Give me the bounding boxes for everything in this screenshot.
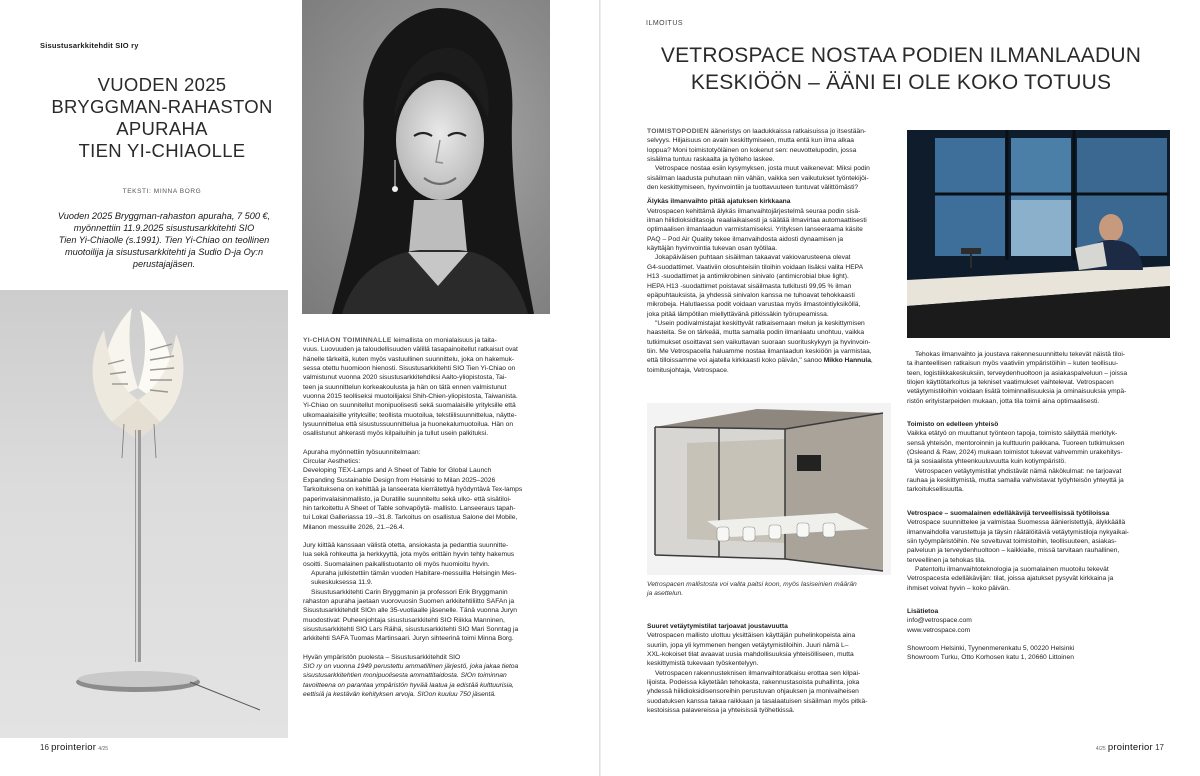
body-line: lysuunnittelua että sisustussuunnittelua ja huonekalumuotoilua. Hän on [303,421,514,429]
body-line: Yi-Chiao on suunnitellut monipuolisesti sekä suomalaisille yrityksille että [303,402,516,410]
article-body [303,336,561,699]
body-line: rauhaa ja keskittymistä, mutta samalla vahvistavat työyhteisön yhteyttä ja [907,477,1124,485]
body-line: Developing TEX-Lamps and A Sheet of Table for Global Launch [303,467,492,475]
magazine-title: prointerior [51,742,97,753]
body-line: teen ja suunnittelun korkeakoulusta ja hän on tätä ennen valmistunut [303,383,507,391]
right-page [600,0,1200,776]
showroom-line: Showroom Helsinki, Tyynenmerenkatu 5, 00220 Helsinki [907,644,1075,652]
body-line: ulkomaalaisille yrityksille; teollista muotoilua, tekstiilisuunnittelua, näytte- [303,411,517,419]
body-line: paperinvalaisinmallisto, ja Duratille suunniteltu sekä ulko- että sisätiloi- [303,495,512,503]
body-line: hänelle tärkeitä, kuten myös vastuullinen suunnittelu, joka on hakemuk- [303,355,515,363]
body-line: vetäytymistiloihin voidaan lisätä toiminnallisuuksia ja ominaisuuksia ympä- [907,388,1127,396]
lamp-illustration [0,290,288,738]
body-line: käyttäjän hyvinvointia tukevan osan työtilaa. [647,245,778,253]
portrait-illustration [302,0,550,314]
byline: TEKSTI: MINNA BORG [122,188,202,195]
page-number: 16 [40,743,49,752]
body-line: sensä yhteisön, mentoroinnin ja kulttuurin paikkana. Tuoreen tutkimuksen [907,439,1125,447]
body-line: tilojen käyttötarkoitus ja tekniset vaatimukset vaihtelevat. Vetrospacen [907,379,1114,387]
body-line: "Usein podivalmistajat keskittyvät ratkaisemaan melun ja keskittymisen [655,319,865,327]
body-line-italic: tavoitteena on parantaa ympäristön hyvää laatua ja edistää kulttuurisia, [303,681,514,689]
body-line: suodatuksen kanssa takaa raikkaan ja tasalaatuisen sisäilman myös pitkä- [647,697,868,705]
body-line: muodostivat: Puheenjohtaja sisustusarkkitehti SIO Riikka Manninen, [303,616,505,624]
body-line: Sisustusarkkitehdit SIOn alle 35-vuotiaalle jäsenelle. Tänä vuonna Juryn [303,607,517,615]
body-line: vuonna 2015 teolliseksi muotoilijaksi Shih-Chien-yliopistosta, Taiwanista. [303,393,518,401]
body-line: siin työympäristöihin. Ne soveltuvat toimistoihin, teollisuuteen, asiakas- [907,537,1117,545]
body-line: terveellinen ja tehokas tila. [907,556,986,564]
body-line: yhdessä hiilidioksidisensoreihin perustuvan ohjauksen ja monivaiheisen [647,688,859,696]
lead-line: Vuoden 2025 Bryggman-rahaston apuraha, 7 500 €, [57,211,271,221]
body-line: tiin. Me Vetrospacella haluamme nostaa ilmanlaadun keskiöön ja varmistaa, [647,347,872,355]
body-line: lua sekä rohkeutta ja herkkyyttä, jota myös erittäin hyvin tehty hakemus [303,551,515,559]
body-line: sisäilman laadusta puhutaan niin vähän, vaikka sen vaikutukset työntekijöi- [647,174,869,182]
body-line: den keskittymiseen, hyvinvointiin ja tuottavuuteen tuntuvat välittömästi? [647,184,859,192]
body-line: arkkitehti SAFA Tuomas Martinsaari. Juryn sihteerinä toimi Minna Borg. [303,635,514,643]
caption-line: Vetrospacen mallistosta voi valita paitsi koon, myös lasiseinien määrän [647,581,857,588]
body-line: epäpuhtauksista, ja yhdessä sinivalon kanssa ne tuhoavat tehokkaasti [647,291,855,299]
body-line-italic: eettisiä ja kestävän kehityksen arvoja. SIOon kuuluu 750 jäsentä. [303,691,496,699]
headline-line: VUODEN 2025 [97,74,227,95]
body-lead-caps: TOIMISTOPODIEN [647,128,709,135]
body-line: Expanding Sustainable Design from Helsinki to Milan 2025–2026 [303,476,496,484]
body-line: Vetrospace suunnittelee ja valmistaa Suomessa äänieristettyjä, älykkäällä [907,519,1126,527]
body-line: Circular Aesthetics: [303,458,361,466]
page-number: 17 [1155,743,1164,752]
showroom-line: Showroom Turku, Otto Korhosen katu 1, 20660 Littoinen [907,654,1074,662]
body-line: sessa otettu huomioon hienosti. Sisustusarkkitehti SIO Tien Yi-Chiao on [303,365,516,373]
email-link[interactable]: info@vetrospace.com [907,617,972,625]
body-line: ääneristys on laadukkaissa ratkaisuissa jo itsestään- [710,128,867,135]
body-line-italic: SIO ry on vuonna 1949 perustettu ammatillinen järjestö, joka jakaa tietoa [303,663,519,670]
body-line: Vaikka etätyö on muuttanut työnteon tapoja, toimisto säilyttää merkityk- [907,430,1118,438]
article-headline [636,42,1166,96]
headline-line: BRYGGMAN-RAHASTON [51,96,273,117]
body-line: osoitti. Suomalainen paikallistuotanto oli myös huomioitu hyvin. [303,560,490,568]
headline-line: KESKIÖÖN – ÄÄNI EI OLE KOKO TOTUUS [690,71,1112,94]
section-label: Sisustusarkkitehdit SIO ry [40,41,139,50]
body-line: PAQ – Pod Air Quality tekee ilmanvaihdosta aidosti dynaamisen ja [647,235,844,243]
page-folio-left [40,742,108,753]
body-line: Patentoitu ilmanvaihtoteknologia ja suomalainen muotoilu tekevät [915,565,1109,573]
body-line: suuriin, jopa yli kymmenen hengen vetäytymistiloihin. Juuri nämä L– [647,641,849,649]
quote-name: Mikko Hannula [823,357,871,365]
body-line: XXL-kokoiset tilat avaavat uusia mahdollisuuksia yhteisölliseen, mutta [647,651,854,659]
caption-line: ja asettelun. [647,590,684,598]
info-heading: Lisätietoa [907,607,939,615]
body-line: ta ihanteellisen ratkaisun myös vaativiin ympäristöihin – kuten teollisuu- [907,360,1119,368]
headline-line: TIEN YI-CHIAOLLE [78,140,246,161]
body-line: optimaalisen ilmanlaadun varmistamiseksi. Yrityksen lanseeraama käsite [647,226,863,234]
body-line: keskittymistä tukevaan työskentelyyn. [647,660,759,668]
body-line: HEPA H13 -suodattimet poistavat sisäilmasta tutkitusti 99,95 % ilman [647,282,852,290]
body-line: tutkimukset osoittavat sen vaikuttavan suoraan suorituskykyyn ja hyvinvoin- [647,338,871,346]
body-line: ilmanvaihdolla varustettuja ja täysin räätälöitäviä vetäytymistiloja nykyaikai- [907,528,1129,536]
body-line: Milanon messuille 2026, 21.–26.4. [303,523,405,531]
body-line: Apuraha julkistettiin tämän vuoden Habitare-messuilla Helsingin Mes- [311,569,517,577]
body-line: että tilloissamme voi ajatella kirkkaasti koko päivän," sanoo [647,357,822,365]
body-line: ihmiset voivat hyvin – koko päivän. [907,584,1010,592]
lamp-photo [0,290,288,738]
body-line: Sisustusarkkitehti Carin Bryggmanin ja professori Erik Bryggmanin [311,588,508,596]
body-line: Tehokas ilmanvaihto ja joustava rakennesuunnittelu tekevät näistä tiloi- [915,351,1126,358]
body-line: tui Lokal Galleriassa 19.–31.8. Tarkoitus on osallistua Salone del Mobile, [303,514,518,522]
subheading: Toimisto on edelleen yhteisö [907,421,999,429]
lead-line: perustajajäsen. [132,259,196,269]
body-line: sukeskuksessa 11.9. [311,579,373,587]
body-line: leimallista on monialaisuus ja taita- [393,337,497,344]
body-line: Vetrospacesta edelläkävijän: tilat, joissa ajatukset pysyvät kirkkaina ja [907,575,1114,583]
headline-line: APURAHA [116,118,208,139]
body-line: mikrobeja. Halutlaessa podit voidaan varustaa myös ilmastointiyksiköllä, [647,301,861,309]
article-body-column-1: TOIMISTOPODIEN ääneristys on laadukkaissa ratkaisuissa jo itsestään- selvyys. Hiljaisuus on avain keskittymiseen, mutta entä kun ilma alkaa loppua? Moni toimistotyöläinen on kokenut sen: neuvottelupodin, jossa sisäilma tuntuu raskaalta ja työteho laskee. Vetrospace nostaa esiin kysymyksen, josta muut vaikenevat: Miksi podin sisäilman laadusta puhutaan niin vähän, vaikka sen vaikutukset työntekijöi- den keskittymiseen, hyvinvointiin ja tuottavuuteen tuntuvat välittömästi? Älykäs ilmanvaihto pitää ajatuksen kirkkaana Vetrospacen kehittämä älykäs ilmanvaihtojärjestelmä seuraa podin sisä- ilman hiilidioksiditasoja reaaliaikaisesti ja säätää ilmavirtaa automaattisesti optimaalisen ilmanlaadun varmistamiseksi. Yrityksen lanseeraama käsite PAQ – Pod Air Quality tekee ilmanvaihdosta aidosti dynaamisen ja käyttäjän hyvinvointia tukevan osan työtilaa. Jokapäiväisen puhtaan sisäilman takaavat vakiovarusteena olevat G4-suodattimet. Vaativiin olosuhteisiin tiloihin voidaan lisäksi valita HEPA H13 -suodattimet ja antimikrobinen sinivalo (antimicrobial blue light). HEPA H13 -suodattimet poistavat sisäilmasta tutkitusti 99,95 % ilman epäpuhtauksista, ja yhdessä sinivalon kanssa ne tuhoavat tehokkaasti mikrobeja. Halutlaessa podit voidaan varustaa myös ilmastointiyksiköllä, joka pitää lämpötilan miellyttävänä pitkissäkin työrupeamissa. "Usein podivalmistajat keskittyvät ratkaisemaan melun ja keskittymisen haasteita. Se on tärkeää, mutta samalla podin ilmanlaatu unohtuu, vaikka tutkimukset osoittavat sen vaikuttavan suoraan suorituskykyyn ja hyvinvoin- tiin. Me Vetrospacella haluamme nostaa ilmanlaadun keskiöön ja varmistaa, että tilloissamme voi ajatella kirkkaasti koko päivän," sanoo Mikko Hannula, toimitusjohtaja, Vetrospace. [647,127,895,375]
issue-number: 4/25 [98,746,109,752]
lead-line: muotoilija ja sisustusarkkitehti ja Sudio D-ja Oy:n [64,247,264,257]
body-line: palveluun ja terveydenhuoltoon – kaikkialle, missä tarvitaan rauhallinen, [907,547,1120,555]
body-lead-caps: YI-CHIAON TOIMINNALLE [303,337,392,344]
body-line: H13 -suodattimet ja antimikrobinen sinivalo (antimicrobial blue light). [647,273,849,281]
body-line: sisäilma tuntuu raskaalta ja työteho laskee. [647,156,775,164]
subheading: Älykäs ilmanvaihto pitää ajatuksen kirkkaana [647,198,791,206]
body-line: G4-suodattimet. Vaativiin olosuhteisiin tiloihin voidaan lisäksi valita HEPA [647,263,864,271]
body-line: haasteita. Se on tärkeää, mutta samalla podin ilmanlaatu unohtuu, vaikka [647,329,865,337]
body-line: Vetrospacen kehittämä älykäs ilmanvaihtojärjestelmä seuraa podin sisä- [647,207,861,215]
body-line: tarkoituksellisuutta. [907,486,964,494]
body-line: (Osleand & Raw, 2024) mukaan toimistot tukevat vahvemmin urakehitys- [907,449,1123,457]
body-line: Vetrospacen rakennusteknisen ilmanvaihtoratkaisu erottaa sen kilpai- [655,669,861,677]
headline-line: VETROSPACE NOSTAA PODIEN ILMANLAADUN [660,44,1142,67]
body-line: lijoista. Podeissa käytetään tehokasta, rakennustasoista puhallinta, joka [647,679,860,687]
subheading: Suuret vetäytymistilat tarjoavat joustavuutta [647,623,788,630]
pod-photo [647,403,891,575]
body-line: valmistunut vuonna 2020 sisustusarkkitehdiksi Aalto-yliopistosta, Tai- [303,374,507,382]
body-line: Vetrospacen mallisto ulottuu yksittäisen käyttäjän puhelinkopeista aina [647,632,856,640]
office-photo [907,130,1170,338]
body-line: ilman hiilidioksiditasoja reaaliaikaisesti ja säätää ilmavirtaa automaattisesti [647,217,867,225]
body-line: loppua? Moni toimistotyöläinen on kokenut sen: neuvottelupodin, jossa [647,146,857,154]
body-line: Hyvän ympäristön puolesta – Sisustusarkkitehdit SIO [303,653,461,661]
magazine-title: prointerior [1107,742,1153,753]
article-body-column-2 [907,350,1171,663]
body-line: sisustusarkkitehti SIO Lars Räihä, sisustusarkkitehti SIO Mari Sonntag ja [303,625,519,633]
body-line: tä ja sosiaalista yhteenkuuluvuutta kuin kotiympäristö. [907,458,1067,466]
body-line: rahaston apuraha jaetaan vuorovuosin Suomen arkkitehtiliitto SAFAn ja [303,597,515,605]
photo-caption [647,580,883,599]
body-line: selvyys. Hiljaisuus on avain keskittymiseen, mutta entä kun ilma alkaa [647,137,855,145]
pod-illustration [647,403,891,575]
article-headline [36,74,288,162]
body-line: kestoisissa palavereissa ja yhteisissä työhetkissä. [647,707,795,715]
body-line: teen, logistiikkakeskuksiin, terveydenhuoltoon ja asiakaspalveluun – joissa [907,369,1128,377]
portrait-photo [302,0,550,314]
body-line: Jokapäiväisen puhtaan sisäilman takaavat vakiovarusteena olevat [655,254,851,262]
body-line: Jury kiittää kanssaan välistä otetta, ansiokasta ja pedanttia suunnitte- [303,541,509,549]
lead-paragraph [46,210,282,270]
website-link[interactable]: www.vetrospace.com [907,626,971,634]
body-line: Tarkoituksena on kehittää ja lanseerata kierrätettyä hyödyntävä Tex-lamps [303,486,523,494]
body-line: joka pitää lämpötilan miellyttävänä pitkissäkin työrupeamissa. [647,310,829,318]
body-line: vuus. Luovuuden ja taloudellisuuden välillä tasapainoitellut ratkaisut ovat [303,346,518,354]
subheading: Vetrospace – suomalainen edelläkävijä terveellisissä työtiloissa [907,509,1110,517]
body-line: ristön erityistarpeiden mukaan, jotta tila toimii aina optimaalisesti. [907,397,1100,405]
lead-line: Tien Yi-Chiaolle (s.1991). Tien Yi-Chiao on teollinen [58,235,270,245]
body-line: toimitusjohtaja, Vetrospace. [647,366,729,374]
body-line: osallistunut ahkerasti myös kilpailuihin ja tullut usein palkituksi. [303,430,489,438]
body-line-italic: sisustusarkkitehtien monipuolisesta ammattitaidosta. SIOn toiminnan [303,672,507,680]
page-folio-right [1096,742,1164,753]
office-illustration [907,130,1170,338]
body-line: hin tarkoitettu A Sheet of Table sohvapöytä- mallisto. Lanseeraus tapah- [303,504,516,512]
body-line: Apuraha myönnettiin työsuunnitelmaan: [303,448,421,456]
body-line: Vetrospacen vetäytymistilat yhdistävät nämä näkökulmat: ne tarjoavat [915,467,1122,475]
lead-line: myönnettiin 11.9.2025 sisustusarkkitehti SIO [73,223,255,233]
body-line: Vetrospace nostaa esiin kysymyksen, josta muut vaikenevat: Miksi podin [655,165,870,173]
advertisement-label: ILMOITUS [646,20,684,27]
issue-number: 4/25 [1095,746,1106,752]
article-body-column-1b [647,622,895,715]
